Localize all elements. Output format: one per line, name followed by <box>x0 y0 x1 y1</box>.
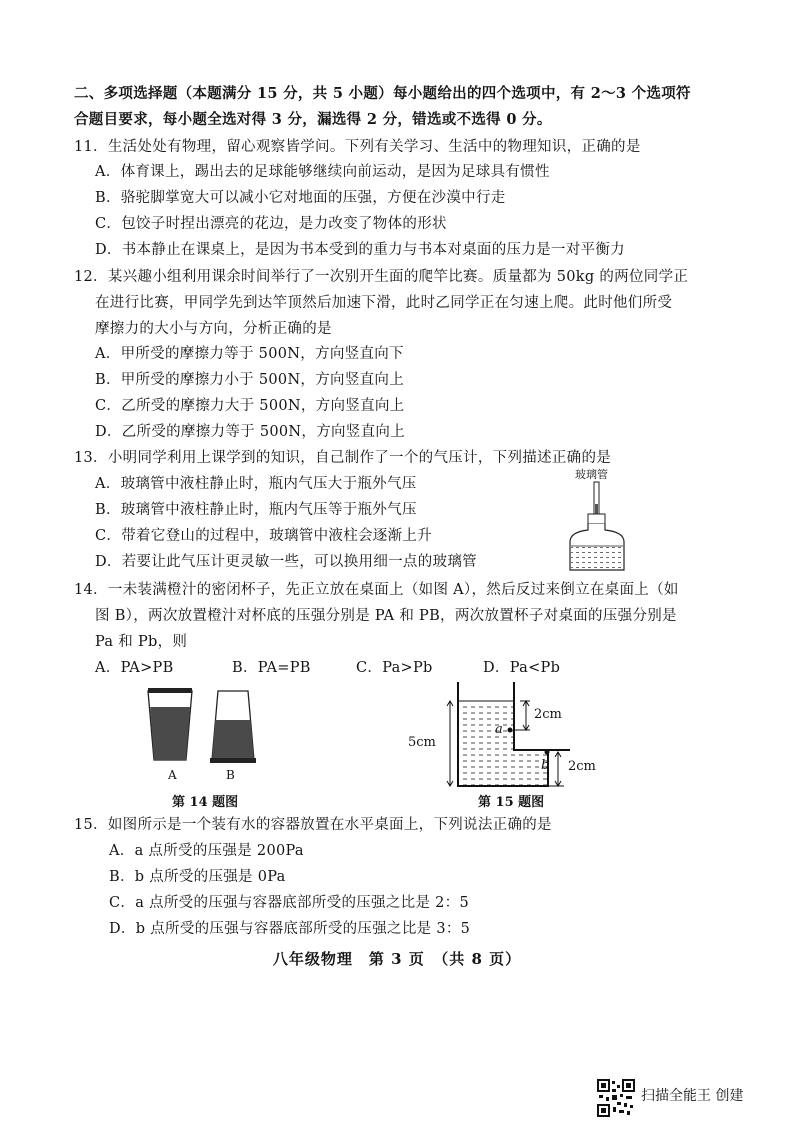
q11-stem: 11．生活处处有物理，留心观察皆学问。下列有关学习、生活中的物理知识，正确的是 <box>74 139 641 155</box>
q14-option-b: B．PA=PB <box>232 660 311 676</box>
qr-code-icon <box>597 1079 635 1117</box>
q14-option-c: C．Pa>Pb <box>356 660 433 676</box>
q13-option-d: D．若要让此气压计更灵敏一些，可以换用细一点的玻璃管 <box>95 554 477 570</box>
q13-option-a: A．玻璃管中液柱静止时，瓶内气压大于瓶外气压 <box>95 476 417 492</box>
cups-figure <box>140 688 265 768</box>
q13-option-c: C．带着它登山的过程中，玻璃管中液柱会逐渐上升 <box>95 528 432 544</box>
q13-stem: 13．小明同学利用上课学到的知识，自己制作了一个的气压计，下列描述正确的是 <box>74 450 612 466</box>
q14-option-a: A．PA>PB <box>95 660 174 676</box>
point-a-label: a <box>495 722 503 737</box>
q13-option-b: B．玻璃管中液柱静止时，瓶内气压等于瓶外气压 <box>95 502 417 518</box>
q15-option-b: B．b 点所受的压强是 0Pa <box>109 869 286 885</box>
q12-option-b: B．甲所受的摩擦力小于 500N，方向竖直向上 <box>95 372 405 388</box>
barometer-figure <box>564 480 634 575</box>
q12-stem-line1: 12．某兴趣小组利用课余时间举行了一次别开生面的爬竿比赛。质量都为 50kg 的两位同学正 <box>74 269 689 285</box>
q11-option-a: A．体育课上，踢出去的足球能够继续向前运动，是因为足球具有惯性 <box>95 164 550 180</box>
q14-stem-line1: 14．一未装满橙汁的密闭杯子，先正立放在桌面上（如图 A），然后反过来倒立在桌面上（如 <box>74 582 679 598</box>
cup-b-label: B <box>226 768 235 782</box>
q12-option-c: C．乙所受的摩擦力大于 500N，方向竖直向上 <box>95 398 405 414</box>
q14-stem-line3: Pa 和 Pb，则 <box>95 634 188 650</box>
cup-a-label: A <box>168 768 177 782</box>
q14-option-d: D．Pa<Pb <box>483 660 561 676</box>
q12-option-a: A．甲所受的摩擦力等于 500N，方向竖直向下 <box>95 346 404 362</box>
q11-option-c: C．包饺子时捏出漂亮的花边，是力改变了物体的形状 <box>95 216 447 232</box>
q12-stem-line2: 在进行比赛，甲同学先到达竿顶然后加速下滑，此时乙同学正在匀速上爬。此时他们所受 <box>95 295 673 311</box>
section-heading-line2: 合题目要求，每小题全选对得 3 分，漏选得 2 分，错选或不选得 0 分。 <box>74 111 552 128</box>
q12-option-d: D．乙所受的摩擦力等于 500N，方向竖直向上 <box>95 424 405 440</box>
q14-figure-caption: 第 14 题图 <box>172 795 239 810</box>
scanner-watermark: 扫描全能王 创建 <box>641 1088 744 1104</box>
page-footer: 八年级物理 第 3 页 （共 8 页） <box>272 950 522 968</box>
q11-option-d: D．书本静止在课桌上，是因为书本受到的重力与书本对桌面的压力是一对平衡力 <box>95 242 625 258</box>
q15-figure-caption: 第 15 题图 <box>478 795 545 810</box>
q15-option-c: C．a 点所受的压强与容器底部所受的压强之比是 2：5 <box>109 895 470 911</box>
section-heading-line1: 二、多项选择题（本题满分 15 分，共 5 小题）每小题给出的四个选项中，有 2～3 个选项符 <box>74 85 691 102</box>
dim-top-label: 2cm <box>534 707 562 722</box>
q15-option-d: D．b 点所受的压强与容器底部所受的压强之比是 3：5 <box>109 921 471 937</box>
dim-total-label: 5cm <box>408 735 436 750</box>
q11-option-b: B．骆驼脚掌宽大可以减小它对地面的压强，方便在沙漠中行走 <box>95 190 506 206</box>
q12-stem-line3: 摩擦力的大小与方向，分析正确的是 <box>95 321 332 337</box>
q15-stem: 15．如图所示是一个装有水的容器放置在水平桌面上，下列说法正确的是 <box>74 817 552 833</box>
glass-tube-label: 玻璃管 <box>575 468 608 481</box>
q14-stem-line2: 图 B），两次放置橙汁对杯底的压强分别是 PA 和 PB，两次放置杯子对桌面的压强分别是 <box>95 608 677 624</box>
dim-right-label: 2cm <box>568 759 596 774</box>
point-b-label: b <box>541 758 550 773</box>
q15-option-a: A．a 点所受的压强是 200Pa <box>109 843 304 859</box>
